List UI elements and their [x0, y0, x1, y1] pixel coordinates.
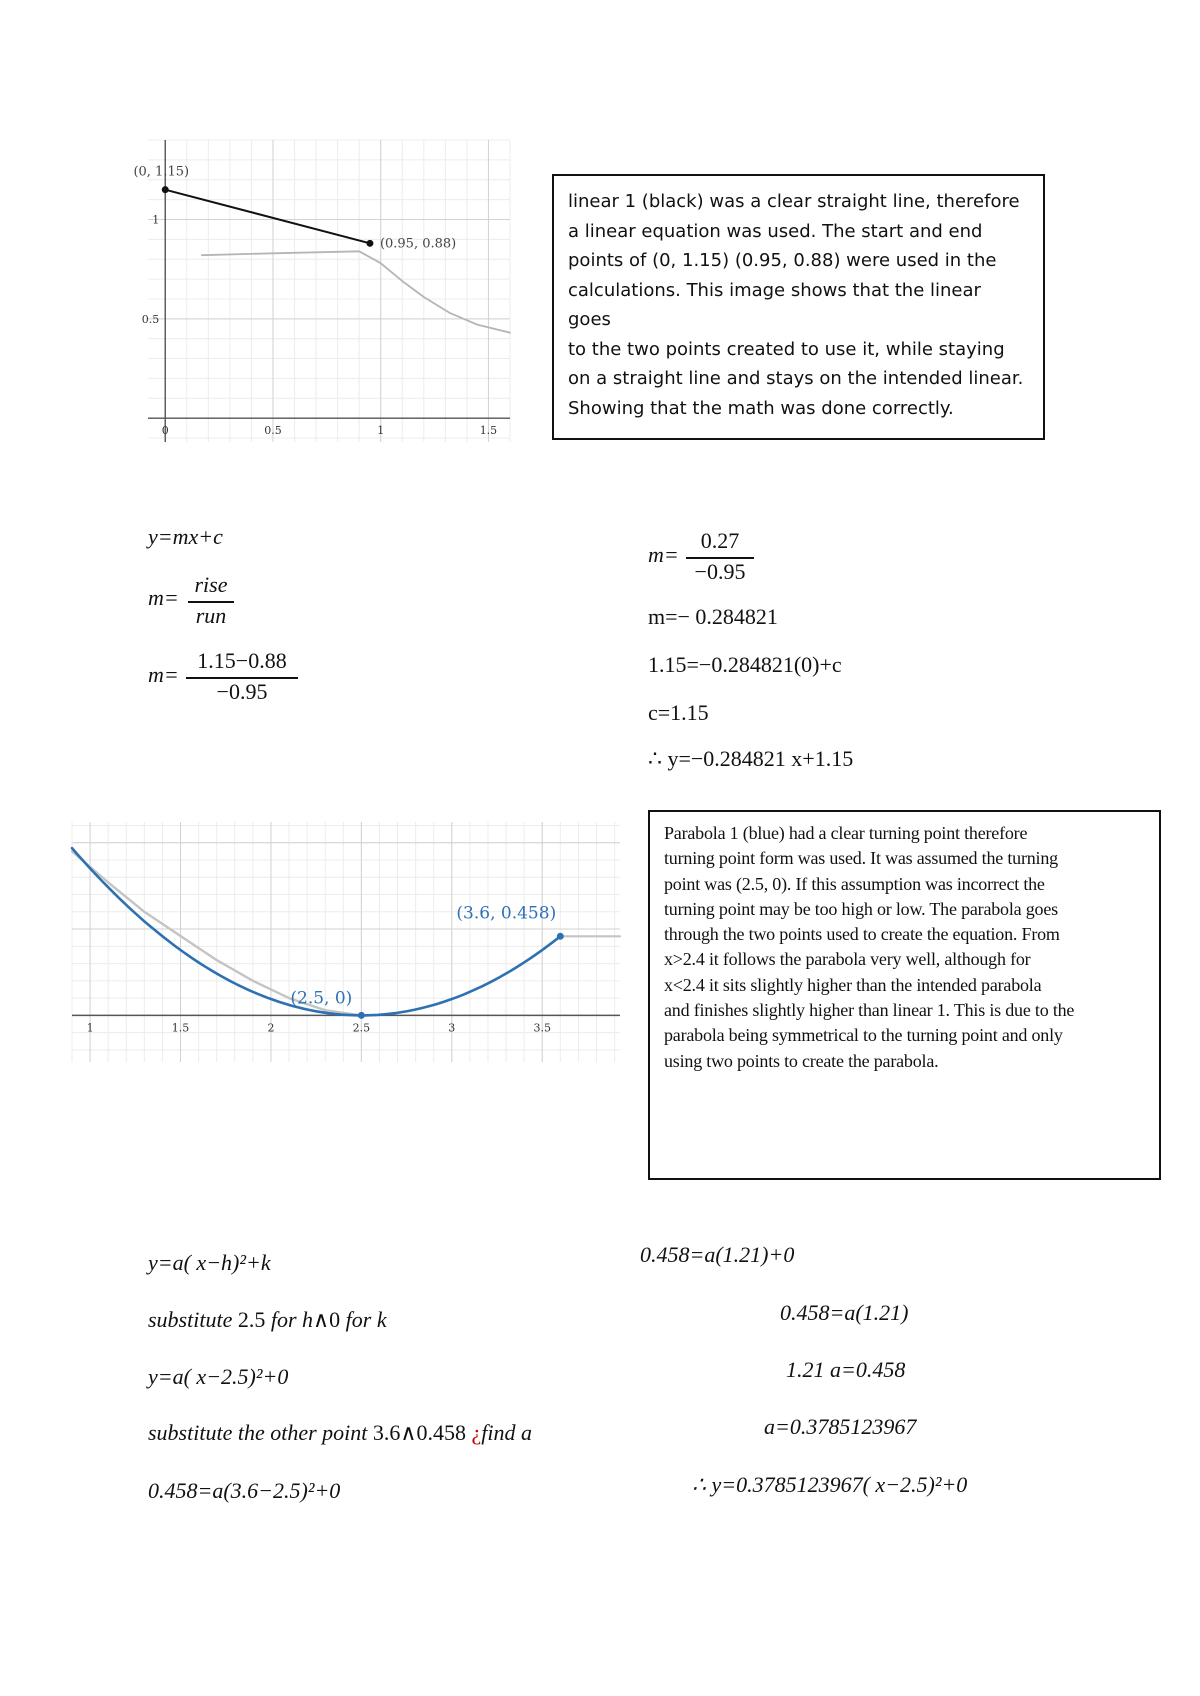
turning-point-form: y=a( x−h)²+k — [148, 1250, 271, 1275]
gradient-value: m=− 0.284821 — [648, 604, 778, 629]
x-tick-label: 2.5 — [352, 1021, 371, 1035]
solve-step-3: 1.21 a=0.458 — [786, 1357, 906, 1382]
data-point — [162, 186, 169, 193]
explanation-line: on a straight line and stays on the intended linear. — [568, 368, 1024, 389]
x-tick-label: 1 — [86, 1021, 94, 1035]
explanation-line: using two points to create the parabola. — [664, 1050, 939, 1071]
point-label: (0, 1.15) — [133, 164, 190, 180]
solve-step-1: 0.458=a(1.21)+0 — [640, 1242, 795, 1267]
point-label: (3.6, 0.458) — [456, 903, 557, 924]
parabola-result: ∴ y=0.3785123967( x−2.5)²+0 — [692, 1472, 968, 1497]
x-tick-label: 3.5 — [533, 1021, 551, 1035]
explanation-line: x>2.4 it follows the parabola very well, although for — [664, 949, 1031, 970]
x-tick-label: 0 — [161, 424, 169, 438]
explanation-line: turning point form was used. It was assumed the turning — [664, 848, 1058, 869]
substituted-form: y=a( x−2.5)²+0 — [148, 1364, 289, 1389]
parabola-graph — [72, 822, 620, 1062]
gradient-substitution: m= 1.15−0.88 −0.95 — [148, 648, 308, 708]
linear-explanation-box — [552, 174, 1045, 440]
data-point — [557, 933, 564, 940]
explanation-line: Parabola 1 (blue) had a clear turning point therefore — [664, 823, 1028, 843]
linear-equation-form: y=mx+c — [148, 524, 223, 549]
x-tick-label: 1.5 — [171, 1021, 190, 1035]
x-tick-label: 1.5 — [479, 424, 498, 438]
series-line — [165, 190, 370, 244]
graph-axes — [148, 140, 510, 442]
substitution-step: substitute 2.5 for h∧0 for k — [148, 1307, 387, 1332]
explanation-line: Showing that the math was done correctly. — [568, 397, 954, 419]
linear-graph — [133, 140, 510, 442]
point-label: (2.5, 0) — [290, 988, 353, 1009]
linear-result: ∴ y=−0.284821 x+1.15 — [648, 746, 854, 771]
x-tick-label: 0.5 — [264, 424, 282, 438]
solve-step-2: 0.458=a(1.21) — [780, 1300, 909, 1325]
explanation-line: a linear equation was used. The start and end — [568, 220, 983, 242]
point-label: (0.95, 0.88) — [379, 236, 457, 252]
explanation-line: parabola being symmetrical to the turning point and only — [664, 1025, 1063, 1046]
gradient-definition: m= rise run — [148, 572, 248, 632]
explanation-line: x<2.4 it sits slightly higher than the intended parabola — [664, 974, 1042, 995]
series-line — [202, 251, 510, 332]
parabola-explanation-box — [648, 810, 1161, 1180]
explanation-line: point was (2.5, 0). If this assumption was incorrect the — [664, 873, 1045, 894]
x-tick-label: 1 — [377, 424, 385, 438]
graph-grid — [148, 140, 510, 442]
data-point — [358, 1012, 365, 1019]
y-tick-label: 1 — [152, 213, 160, 227]
data-point — [366, 240, 373, 247]
intercept-value: c=1.15 — [648, 700, 709, 725]
intercept-substitution: 1.15=−0.284821(0)+c — [648, 652, 842, 677]
x-tick-label: 2 — [267, 1021, 275, 1035]
graph-annotations — [290, 903, 563, 1019]
explanation-line: linear 1 (black) was a clear straight line, therefore — [568, 191, 1020, 212]
explanation-line: to the two points created to use it, while staying — [568, 338, 1005, 360]
x-tick-label: 3 — [448, 1021, 456, 1035]
explanation-line: turning point may be too high or low. The parabola goes — [664, 898, 1058, 919]
point-substitution-step: substitute the other point 3.6∧0.458 ¿find a — [148, 1420, 532, 1445]
explanation-line: through the two points used to create the equation. From — [664, 924, 1060, 945]
explanation-line: and finishes slightly higher than linear 1. This is due to the — [664, 1000, 1075, 1021]
explanation-line: calculations. This image shows that the linear goes — [568, 279, 981, 330]
explanation-line: points of (0, 1.15) (0.95, 0.88) were used in the — [568, 250, 997, 271]
point-equation: 0.458=a(3.6−2.5)²+0 — [148, 1478, 341, 1503]
solve-step-4: a=0.3785123967 — [764, 1414, 917, 1439]
y-tick-label: 0.5 — [141, 312, 160, 326]
gradient-fraction: m= 0.27 −0.95 — [648, 528, 768, 588]
